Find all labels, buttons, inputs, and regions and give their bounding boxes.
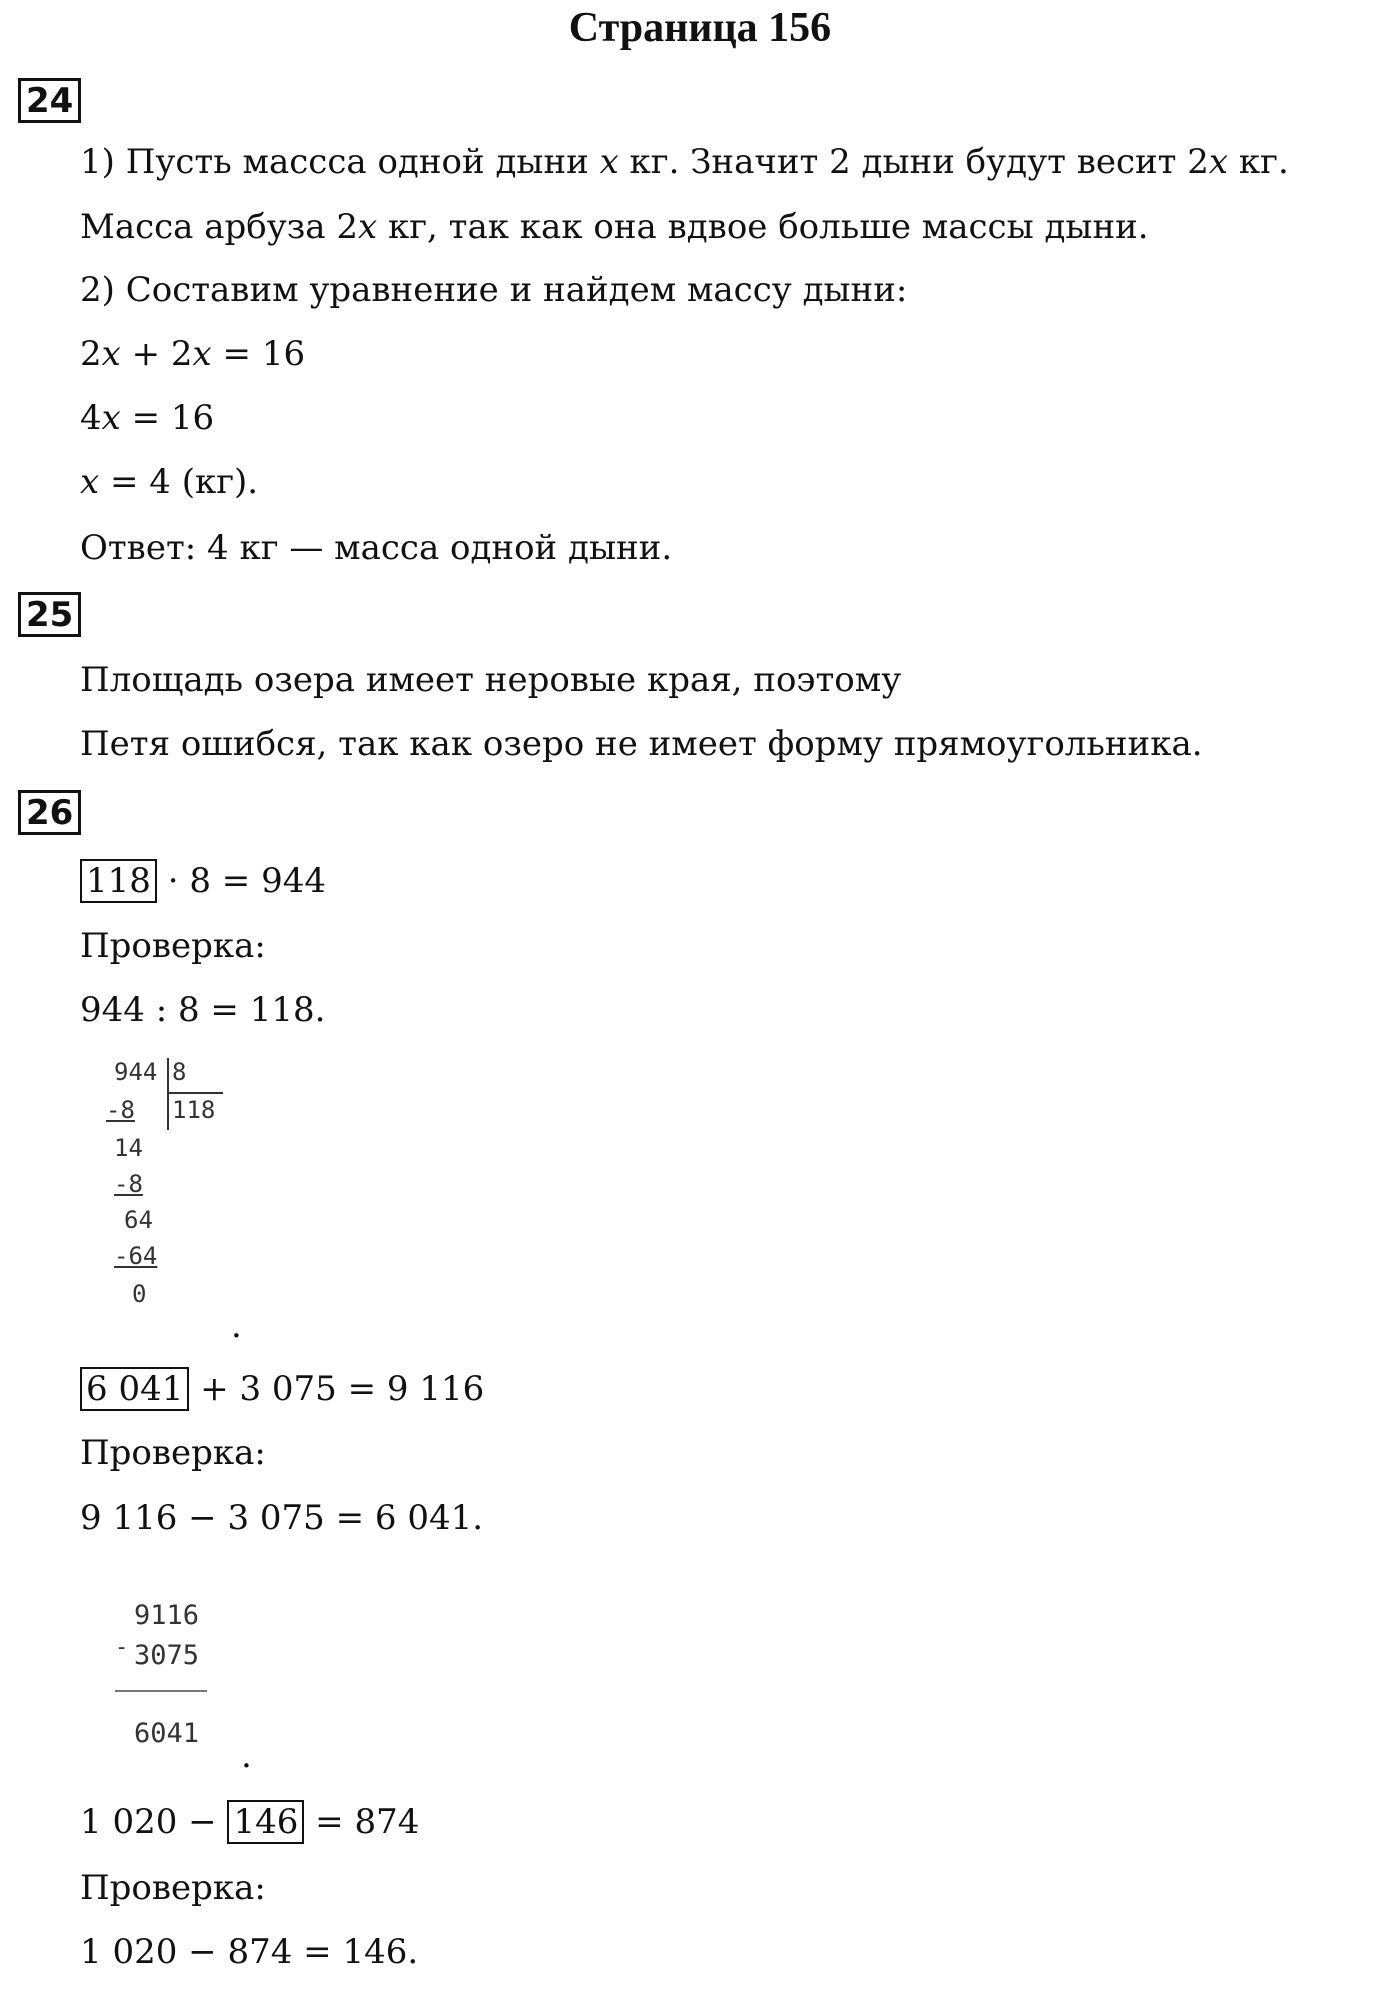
task26-ex3-before: 1 020 − [80, 1802, 217, 1842]
division-step-5: -64 [114, 1242, 158, 1270]
task26-ex1-equation [80, 859, 326, 903]
division-dot: . [231, 1306, 242, 1346]
task-number-26: 26 [18, 790, 81, 835]
task-number-25: 25 [18, 592, 81, 637]
subtraction-top: 9116 [134, 1600, 200, 1631]
division-vertical-line [167, 1058, 169, 1130]
division-dividend: 944 [114, 1058, 158, 1086]
division-step-4: 64 [124, 1206, 153, 1234]
task26-ex1-rest: · 8 = 944 [167, 861, 326, 901]
task25-line-1: Площадь озера имеет неровые края, поэтому [80, 660, 902, 700]
task24-answer: Ответ: 4 кг — масса одной дыни. [80, 528, 673, 568]
subtraction-sign: - [115, 1635, 129, 1660]
task26-ex2-boxed-value: 6 041 [80, 1367, 189, 1411]
page-title: Страница 156 [568, 5, 832, 51]
task26-ex2-rest: + 3 075 = 9 116 [200, 1369, 485, 1409]
task26-ex3-check: 1 020 − 874 = 146. [80, 1932, 419, 1972]
task26-ex1-boxed-value: 118 [80, 859, 157, 903]
subtraction-dot: . [241, 1736, 252, 1776]
division-remainder: 0 [132, 1280, 147, 1308]
division-horizontal-line [167, 1092, 223, 1094]
task24-line-3: 2) Составим уравнение и найдем массу дыни: [80, 270, 908, 310]
task24-equation-2: 4𝑥 = 16 [80, 398, 215, 438]
task26-ex2-check: 9 116 − 3 075 = 6 041. [80, 1498, 484, 1538]
subtraction-line [115, 1690, 207, 1692]
division-divisor: 8 [172, 1058, 187, 1086]
task26-ex3-boxed-value: 146 [227, 1800, 304, 1844]
subtraction-result: 6041 [134, 1718, 200, 1749]
task26-ex3-check-label: Проверка: [80, 1868, 266, 1908]
task24-equation-3: 𝑥 = 4 (кг). [80, 462, 259, 502]
task24-line-2: Масса арбуза 2𝑥 кг, так как она вдвое больше массы дыни. [80, 207, 1149, 247]
task25-line-2: Петя ошибся, так как озеро не имеет форму прямоугольника. [80, 724, 1203, 764]
division-step-3: -8 [114, 1170, 143, 1198]
task26-ex1-check: 944 : 8 = 118. [80, 990, 326, 1030]
task26-ex2-equation [80, 1367, 484, 1411]
division-step-1: -8 [106, 1096, 135, 1124]
task24-line-1: 1) Пусть массса одной дыни 𝑥 кг. Значит 2 дыни будут весит 2𝑥 кг. [80, 142, 1289, 182]
task24-equation-1: 2𝑥 + 2𝑥 = 16 [80, 334, 306, 374]
task26-ex3-equation [80, 1800, 419, 1844]
task-number-24: 24 [18, 78, 81, 123]
subtraction-bottom: 3075 [134, 1640, 200, 1671]
task26-ex2-check-label: Проверка: [80, 1433, 266, 1473]
task26-ex1-check-label: Проверка: [80, 926, 266, 966]
division-step-2: 14 [114, 1134, 143, 1162]
division-quotient: 118 [172, 1096, 216, 1124]
task26-ex3-after: = 874 [315, 1802, 420, 1842]
